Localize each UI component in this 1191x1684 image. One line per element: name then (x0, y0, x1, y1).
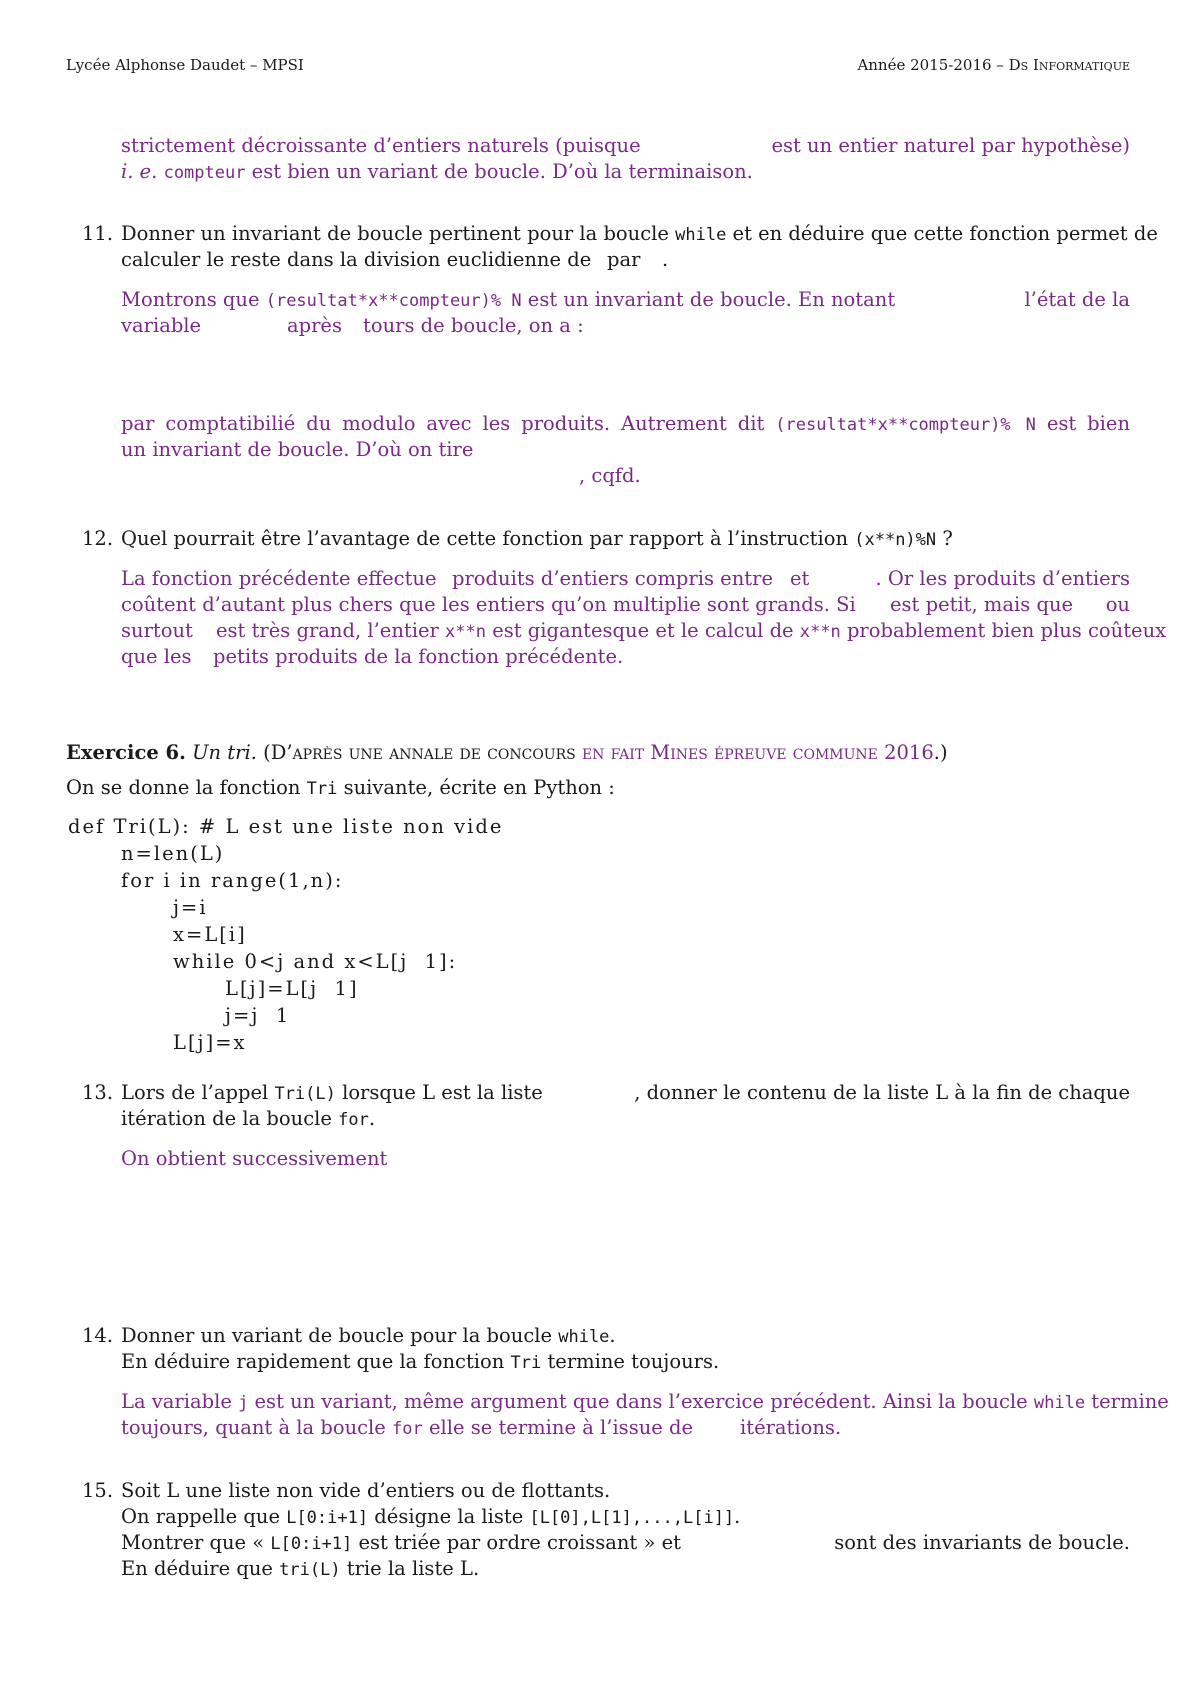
code-line: def Tri(L): # L est une liste non vide (68, 815, 504, 838)
answer-line: variable (121, 314, 202, 337)
question-number: 13. (82, 1081, 114, 1104)
question-text: Quel pourrait être l’avantage de cette fonction par rapport à l’instruction (x**n)%N ? (121, 527, 953, 550)
code-line: while 0<j and x<L[j 1]: (173, 950, 458, 973)
question-text: , donner le contenu de la liste L à la fin de chaque (634, 1081, 1130, 1104)
answer-line: produits d’entiers compris entre (452, 567, 773, 590)
question-text: . (662, 248, 669, 271)
question-text: itération de la boucle for. (121, 1107, 376, 1130)
question-text: Montrer que « L[0:i+1] est triée par ordre croissant » et (121, 1531, 681, 1554)
question-number: 12. (82, 527, 114, 550)
code-line: x=L[i] (173, 923, 247, 946)
answer-line: petits produits de la fonction précédente. (213, 645, 624, 668)
answer-line: est un entier naturel par hypothèse) (771, 134, 1130, 157)
question-number: 15. (82, 1479, 114, 1502)
answer-line: tours de boucle, on a : (363, 314, 584, 337)
question-text: par (607, 248, 641, 271)
exercise-title: Exercice 6. Un tri. (D’après une annale de concours en fait Mines épreuve commune 2016.) (66, 741, 948, 764)
code-line: n=len(L) (121, 842, 225, 865)
question-text: Lors de l’appel Tri(L) lorsque L est la liste (121, 1081, 543, 1104)
answer-line: Montrons que (resultat*x**compteur)% N est un invariant de boucle. En notant (121, 288, 896, 311)
question-text: Donner un variant de boucle pour la boucle while. (121, 1324, 616, 1347)
code-line: L[j]=L[j 1] (225, 977, 359, 1000)
question-text: On rappelle que L[0:i+1] désigne la liste [L[0],L[1],...,L[i]]. (121, 1505, 741, 1528)
answer-line: et (790, 567, 810, 590)
answer-line: La variable j est un variant, même argument que dans l’exercice précédent. Ainsi la boucle while termine (121, 1390, 1169, 1413)
question-text: Donner un invariant de boucle pertinent pour la boucle while et en déduire que cette fonction permet de (121, 222, 1158, 245)
answer-line: , cqfd. (579, 464, 641, 487)
question-text: calculer le reste dans la division euclidienne de (121, 248, 592, 271)
question-text: En déduire que tri(L) trie la liste L. (121, 1557, 480, 1580)
answer-line: coûtent d’autant plus chers que les entiers qu’on multiplie sont grands. Si (121, 593, 856, 616)
question-number: 14. (82, 1324, 114, 1347)
question-text: sont des invariants de boucle. (834, 1531, 1130, 1554)
answer-line: La fonction précédente effectue (121, 567, 437, 590)
code-line: j=i (173, 896, 208, 919)
answer-line: surtout (121, 619, 193, 642)
header-right: Année 2015-2016 – Ds Informatique (857, 56, 1130, 74)
answer-line: strictement décroissante d’entiers naturels (puisque (121, 134, 641, 157)
answer-line: toujours, quant à la boucle for elle se termine à l’issue de (121, 1416, 694, 1439)
code-line: L[j]=x (173, 1031, 247, 1054)
code-line: j=j 1 (225, 1004, 291, 1027)
answer-line: est très grand, l’entier x**n est gigantesque et le calcul de x**n probablement bien plus coûteux (216, 619, 1167, 642)
answer-line: est petit, mais que (890, 593, 1074, 616)
answer-line: par comptatibilié du modulo avec les produits. Autrement dit (resultat*x**compteur)% N est bien (121, 412, 1130, 435)
answer-line: itérations. (740, 1416, 842, 1439)
answer-line: un invariant de boucle. D’où on tire (121, 438, 474, 461)
answer-line: l’état de la (1024, 288, 1130, 311)
answer-line: que les (121, 645, 192, 668)
question-number: 11. (82, 222, 114, 245)
question-text: Soit L une liste non vide d’entiers ou de flottants. (121, 1479, 611, 1502)
answer-line: après (287, 314, 342, 337)
answer-line: On obtient successivement (121, 1147, 388, 1170)
code-line: for i in range(1,n): (121, 869, 344, 892)
answer-line: ou (1105, 593, 1130, 616)
exercise-intro: On se donne la fonction Tri suivante, écrite en Python : (66, 776, 615, 799)
question-text: En déduire rapidement que la fonction Tri termine toujours. (121, 1350, 720, 1373)
answer-line: i. e. compteur est bien un variant de boucle. D’où la terminaison. (121, 160, 753, 183)
header-left: Lycée Alphonse Daudet – MPSI (66, 56, 304, 74)
answer-line: . Or les produits d’entiers (875, 567, 1130, 590)
